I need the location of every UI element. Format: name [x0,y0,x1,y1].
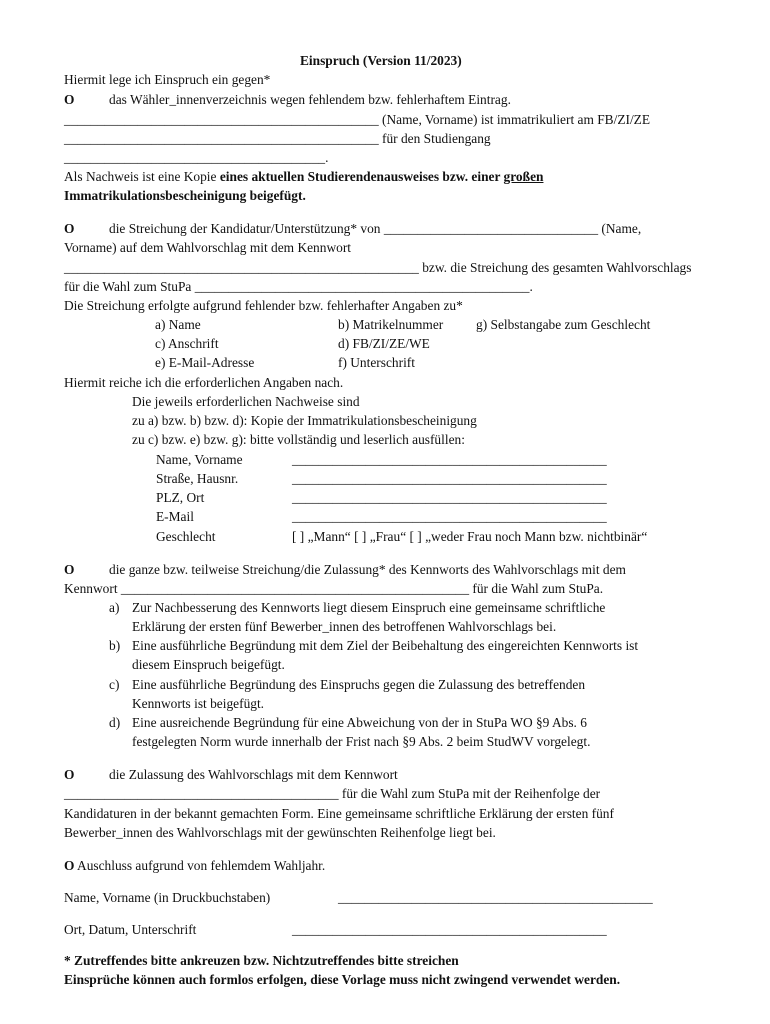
removal-reason: Die Streichung erfolgte aufgrund fehlender bzw. fehlerhafter Angaben zu* [64,298,463,313]
item-d-faculty[interactable]: d) FB/ZI/ZE/WE [338,336,430,351]
field-input-email[interactable]: _______________________________________________ [292,509,607,524]
option-text: die Streichung der Kandidatur/Unterstützung* von ________________________________ (Name, [109,221,642,236]
stupa-line[interactable]: für die Wahl zum StuPa __________________________________________________. [64,279,533,294]
field-input-name[interactable]: _______________________________________________ [292,452,607,467]
proof-note-continued: Immatrikulationsbescheinigung beigefügt. [64,188,306,203]
item-c-address[interactable]: c) Anschrift [155,336,219,351]
name-immatriculated-line[interactable]: _______________________________________________ (Name, Vorname) ist immatrikuliert am FB/ZI/ZE [64,112,651,127]
field-input-city[interactable]: _______________________________________________ [292,490,607,505]
option-checkbox[interactable]: O [64,858,75,873]
list-marker-b: b) [109,638,121,653]
list-marker-a: a) [109,600,120,615]
proof-note [64,167,543,186]
option-text: Auschluss aufgrund von fehlemdem Wahljahr. [74,858,326,873]
signature-name-input[interactable]: _______________________________________________ [338,890,653,905]
option-keyword-change[interactable] [64,560,626,579]
list-item-b-cont: diesem Einspruch beigefügt. [132,657,285,672]
option-text-continued: Vorname) auf dem Wahlvorschlag mit dem Kennwort [64,240,351,255]
list-item-a-cont: Erklärung der ersten fünf Bewerber_innen des betroffenen Wahlvorschlags bei. [132,619,557,634]
proof-note-bold: eines aktuellen Studierendenausweises bzw. einer [219,169,504,184]
option-list-admission[interactable] [64,765,398,784]
keyword-line[interactable]: _____________________________________________________ bzw. die Streichung des gesamten Wahlvorschlags [64,260,692,275]
option-exclusion[interactable] [64,856,325,875]
field-gender-options[interactable]: [ ] „Mann“ [ ] „Frau“ [ ] „weder Frau noch Mann bzw. nichtbinär“ [292,529,648,544]
proofs-ceg: zu c) bzw. e) bzw. g): bitte vollständig und leserlich ausfüllen: [132,432,465,447]
item-g-gender[interactable]: g) Selbstangabe zum Geschlecht [476,317,651,332]
option-candidacy-removal[interactable] [64,219,641,238]
field-label-email: E-Mail [156,509,194,524]
list-item-c-cont: Kennworts ist beigefügt. [132,696,265,711]
option-text: die ganze bzw. teilweise Streichung/die Zulassung* des Kennworts des Wahlvorschlags mit dem [109,562,626,577]
keyword-fill-line[interactable]: Kennwort ____________________________________________________ für die Wahl zum StuPa. [64,581,604,596]
option-checkbox[interactable]: O [64,562,75,577]
footnote-informal: Einsprüche können auch formlos erfolgen, diese Vorlage muss nicht zwingend verwendet werden. [64,972,621,987]
field-label-street: Straße, Hausnr. [156,471,239,486]
option-checkbox[interactable]: O [64,92,75,107]
intro-text: Hiermit lege ich Einspruch ein gegen* [64,72,271,87]
admission-text: Kandidaturen in der bekannt gemachten Form. Eine gemeinsame schriftliche Erklärung der ersten fünf [64,806,614,821]
list-marker-c: c) [109,677,120,692]
option-text: die Zulassung des Wahlvorschlags mit dem Kennwort [109,767,398,782]
option-checkbox[interactable]: O [64,221,75,236]
signature-place-label: Ort, Datum, Unterschrift [64,922,197,937]
list-item-d-cont: festgelegten Norm wurde innerhalb der Frist nach §9 Abs. 2 beim StudWV vorgelegt. [132,734,591,749]
field-label-gender: Geschlecht [156,529,216,544]
item-a-name[interactable]: a) Name [155,317,201,332]
admission-text-cont: Bewerber_innen des Wahlvorschlags mit der gewünschten Reihenfolge liegt bei. [64,825,496,840]
proofs-heading: Die jeweils erforderlichen Nachweise sind [132,394,360,409]
field-label-name: Name, Vorname [156,452,243,467]
course-line[interactable]: _______________________________________________ für den Studiengang [64,131,491,146]
list-item-c: Eine ausführliche Begründung des Einspruchs gegen die Zulassung des betreffenden [132,677,586,692]
admission-keyword-line[interactable]: _________________________________________ für die Wahl zum StuPa mit der Reihenfolge der [64,786,601,801]
field-input-street[interactable]: _______________________________________________ [292,471,607,486]
document-title: Einspruch (Version 11/2023) [300,53,462,68]
proofs-ab: zu a) bzw. b) bzw. d): Kopie der Immatrikulationsbescheinigung [132,413,477,428]
proof-note-prefix: Als Nachweis ist eine Kopie [64,169,220,184]
item-f-signature[interactable]: f) Unterschrift [338,355,415,370]
item-e-email[interactable]: e) E-Mail-Adresse [155,355,255,370]
submit-note: Hiermit reiche ich die erforderlichen Angaben nach. [64,375,344,390]
item-b-matriculation[interactable]: b) Matrikelnummer [338,317,444,332]
list-item-b: Eine ausführliche Begründung mit dem Ziel der Beibehaltung des eingereichten Kennworts ist [132,638,639,653]
signature-place-input[interactable]: _______________________________________________ [292,922,607,937]
footnote-instruction: * Zutreffendes bitte ankreuzen bzw. Nichtzutreffendes bitte streichen [64,953,459,968]
signature-name-label: Name, Vorname (in Druckbuchstaben) [64,890,271,905]
field-label-city: PLZ, Ort [156,490,205,505]
option-text: das Wähler_innenverzeichnis wegen fehlendem bzw. fehlerhaftem Eintrag. [109,92,511,107]
proof-note-underlined: großen [503,169,544,184]
list-item-a: Zur Nachbesserung des Kennworts liegt diesem Einspruch eine gemeinsame schriftliche [132,600,606,615]
option-voter-register[interactable] [64,90,511,109]
course-fill-line[interactable]: _______________________________________. [64,150,329,165]
list-marker-d: d) [109,715,121,730]
option-checkbox[interactable]: O [64,767,75,782]
list-item-d: Eine ausreichende Begründung für eine Abweichung von der in StuPa WO §9 Abs. 6 [132,715,587,730]
